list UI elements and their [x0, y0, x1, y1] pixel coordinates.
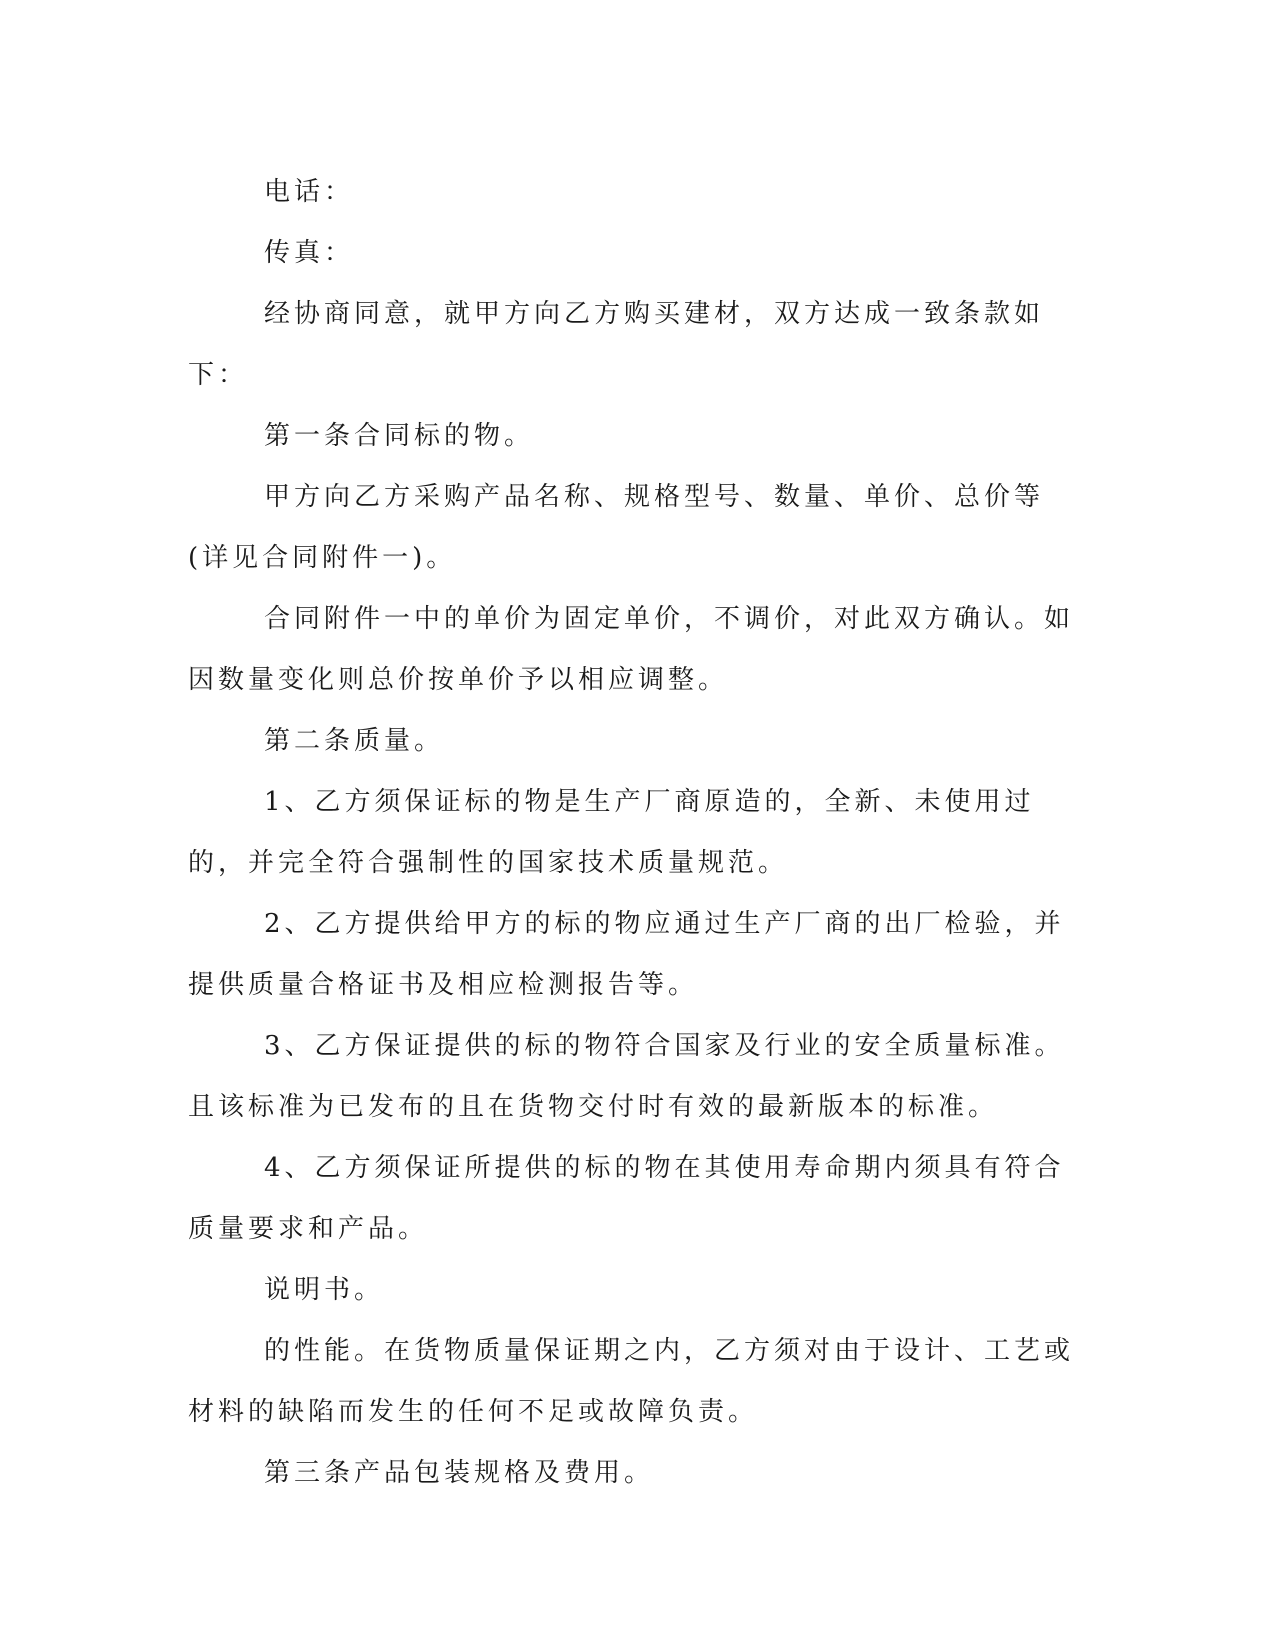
paragraph-performance: 的性能。在货物质量保证期之内，乙方须对由于设计、工艺或材料的缺陷而发生的任何不足或故障负责。: [188, 1336, 1075, 1427]
paragraph-quality-4: 4、乙方须保证所提供的标的物在其使用寿命期内须具有符合质量要求和产品。: [188, 1153, 1065, 1244]
paragraph-quality-1: 1、乙方须保证标的物是生产厂商原造的，全新、未使用过的，并完全符合强制性的国家技术质量规范。: [188, 787, 1035, 878]
paragraph-agreement-intro: 经协商同意，就甲方向乙方购买建材，双方达成一致条款如下：: [188, 299, 1045, 390]
heading-article-2: 第二条质量。: [264, 726, 445, 756]
paragraph-phone: 电话：: [264, 177, 355, 207]
document-body: [188, 162, 1088, 1504]
paragraph-quality-2: 2、乙方提供给甲方的标的物应通过生产厂商的出厂检验，并提供质量合格证书及相应检测报告等。: [188, 909, 1065, 1000]
heading-article-3: 第三条产品包装规格及费用。: [264, 1458, 655, 1488]
paragraph-article-1-price: 合同附件一中的单价为固定单价，不调价，对此双方确认。如因数量变化则总价按单价予以相应调整。: [188, 604, 1075, 695]
paragraph-quality-3: 3、乙方保证提供的标的物符合国家及行业的安全质量标准。且该标准为已发布的且在货物交付时有效的最新版本的标准。: [188, 1031, 1065, 1122]
paragraph-fax: 传真：: [264, 238, 355, 268]
paragraph-article-1-purchase: 甲方向乙方采购产品名称、规格型号、数量、单价、总价等(详见合同附件一)。: [188, 482, 1045, 573]
heading-article-1: 第一条合同标的物。: [264, 421, 535, 451]
paragraph-manual: 说明书。: [264, 1275, 385, 1305]
